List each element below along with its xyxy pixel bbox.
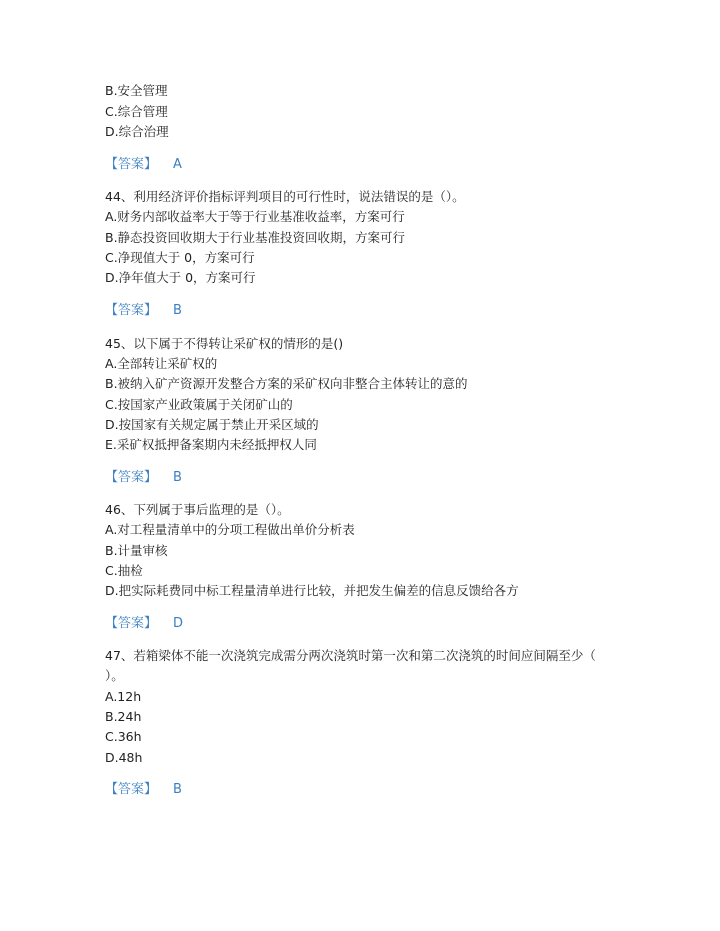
q47-question-line1: 47、若箱梁体不能一次浇筑完成需分两次浇筑时第一次和第二次浇筑的时间应间隔至少（: [105, 648, 596, 663]
q47-option-c: C.36h: [105, 729, 142, 744]
q47-answer: [105, 782, 182, 798]
q45-answer: [105, 470, 182, 486]
q43-option-d: D.综合治理: [105, 124, 169, 139]
q47-option-b: B.24h: [105, 709, 142, 724]
q47-option-a: A.12h: [105, 689, 142, 704]
answer-value: B: [173, 303, 182, 318]
q46-answer: [105, 616, 183, 632]
answer-value: D: [173, 616, 184, 631]
q44-answer: [105, 303, 182, 319]
q46-option-d: D.把实际耗费同中标工程量清单进行比较，并把发生偏差的信息反馈给各方: [105, 583, 519, 598]
answer-label: 【答案】: [105, 782, 158, 797]
q44-option-c: C.净现值大于 0，方案可行: [105, 250, 255, 265]
q44-option-b: B.静态投资回收期大于行业基准投资回收期，方案可行: [105, 230, 406, 245]
q47-question-line2: ）。: [105, 668, 124, 683]
q43-option-c: C.综合管理: [105, 104, 168, 119]
answer-value: A: [173, 157, 182, 172]
q43-answer: [105, 157, 182, 173]
answer-label: 【答案】: [105, 616, 158, 631]
answer-label: 【答案】: [105, 303, 158, 318]
q46-option-b: B.计量审核: [105, 543, 168, 558]
q45-option-a: A.全部转让采矿权的: [105, 356, 218, 371]
answer-label: 【答案】: [105, 470, 158, 485]
answer-value: B: [173, 782, 182, 797]
q45-option-c: C.按国家产业政策属于关闭矿山的: [105, 397, 293, 412]
answer-value: B: [173, 470, 182, 485]
answer-label: 【答案】: [105, 157, 158, 172]
q46-option-c: C.抽检: [105, 563, 143, 578]
q44-option-d: D.净年值大于 0，方案可行: [105, 270, 256, 285]
q47-option-d: D.48h: [105, 750, 143, 765]
q45-option-e: E.采矿权抵押备案期内未经抵押权人同: [105, 437, 317, 452]
q44-question: 44、利用经济评价指标评判项目的可行性时，说法错误的是（）。: [105, 189, 465, 204]
q43-option-b: B.安全管理: [105, 83, 168, 98]
q45-option-b: B.被纳入矿产资源开发整合方案的采矿权向非整合主体转让的意的: [105, 376, 468, 391]
q46-question: 46、下列属于事后监理的是（）。: [105, 502, 290, 517]
q44-option-a: A.财务内部收益率大于等于行业基准收益率，方案可行: [105, 209, 405, 224]
q46-option-a: A.对工程量清单中的分项工程做出单价分析表: [105, 522, 355, 537]
q45-option-d: D.按国家有关规定属于禁止开采区域的: [105, 417, 319, 432]
q45-question: 45、以下属于不得转让采矿权的情形的是(): [105, 336, 344, 351]
